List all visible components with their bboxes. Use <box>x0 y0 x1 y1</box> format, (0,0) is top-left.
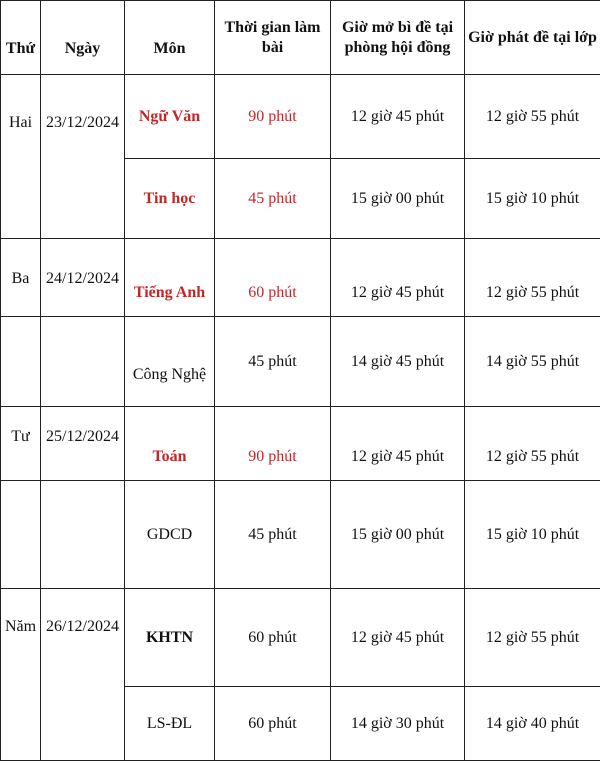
subject-cell: GDCD <box>125 481 215 589</box>
subject-cell: Toán <box>125 407 215 481</box>
date-cell: 25/12/2024 <box>41 407 125 481</box>
header-row <box>1 1 600 75</box>
subject-cell: Công Nghệ <box>125 317 215 407</box>
day-cell <box>1 481 41 589</box>
open-time-cell: 12 giờ 45 phút <box>331 75 465 159</box>
open-time-cell: 12 giờ 45 phút <box>331 239 465 317</box>
date-cell <box>41 159 125 239</box>
duration-cell: 60 phút <box>215 589 331 687</box>
duration-cell: 45 phút <box>215 481 331 589</box>
header-ngay: Ngày <box>41 1 125 75</box>
header-gio-phat: Giờ phát đề tại lớp <box>465 1 600 75</box>
date-cell <box>41 481 125 589</box>
subject-cell: Tin học <box>125 159 215 239</box>
duration-cell: 90 phút <box>215 75 331 159</box>
open-time-cell: 15 giờ 00 phút <box>331 159 465 239</box>
duration-cell: 60 phút <box>215 239 331 317</box>
table-row <box>1 407 600 481</box>
distribute-time-cell: 15 giờ 10 phút <box>465 481 600 589</box>
table-row <box>1 75 600 159</box>
date-cell: 23/12/2024 <box>41 75 125 159</box>
table-row <box>1 317 600 407</box>
header-thu: Thứ <box>1 1 41 75</box>
distribute-time-cell: 12 giờ 55 phút <box>465 407 600 481</box>
table-row <box>1 687 600 761</box>
table-row <box>1 481 600 589</box>
header-thoi-gian: Thời gian làm bài <box>215 1 331 75</box>
distribute-time-cell: 12 giờ 55 phút <box>465 75 600 159</box>
table-row <box>1 589 600 687</box>
subject-cell: Tiếng Anh <box>125 239 215 317</box>
distribute-time-cell: 14 giờ 55 phút <box>465 317 600 407</box>
day-cell: Ba <box>1 239 41 317</box>
open-time-cell: 14 giờ 30 phút <box>331 687 465 761</box>
duration-cell: 60 phút <box>215 687 331 761</box>
day-cell: Tư <box>1 407 41 481</box>
open-time-cell: 12 giờ 45 phút <box>331 407 465 481</box>
distribute-time-cell: 15 giờ 10 phút <box>465 159 600 239</box>
distribute-time-cell: 12 giờ 55 phút <box>465 239 600 317</box>
subject-cell: KHTN <box>125 589 215 687</box>
duration-cell: 90 phút <box>215 407 331 481</box>
subject-cell: Ngữ Văn <box>125 75 215 159</box>
date-cell: 26/12/2024 <box>41 589 125 687</box>
open-time-cell: 15 giờ 00 phút <box>331 481 465 589</box>
distribute-time-cell: 12 giờ 55 phút <box>465 589 600 687</box>
day-cell <box>1 687 41 761</box>
duration-cell: 45 phút <box>215 317 331 407</box>
open-time-cell: 14 giờ 45 phút <box>331 317 465 407</box>
header-mon: Môn <box>125 1 215 75</box>
date-cell <box>41 317 125 407</box>
day-cell: Hai <box>1 75 41 159</box>
day-cell <box>1 317 41 407</box>
open-time-cell: 12 giờ 45 phút <box>331 589 465 687</box>
table-row <box>1 239 600 317</box>
header-gio-mo-bi: Giờ mở bì đề tại phòng hội đồng <box>331 1 465 75</box>
subject-cell: LS-ĐL <box>125 687 215 761</box>
distribute-time-cell: 14 giờ 40 phút <box>465 687 600 761</box>
date-cell: 24/12/2024 <box>41 239 125 317</box>
day-cell: Năm <box>1 589 41 687</box>
table-row <box>1 159 600 239</box>
day-cell <box>1 159 41 239</box>
date-cell <box>41 687 125 761</box>
duration-cell: 45 phút <box>215 159 331 239</box>
